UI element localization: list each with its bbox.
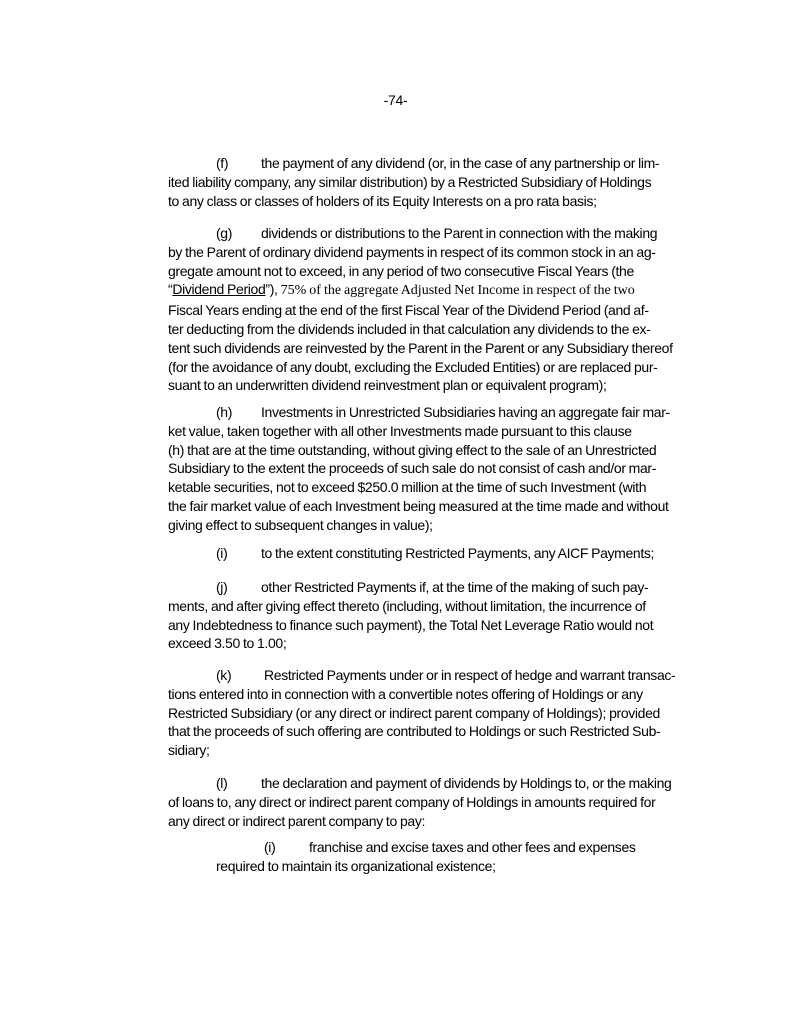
clause-label: (j): [216, 579, 228, 595]
page-number: -74-: [383, 92, 408, 108]
clause-label: (f): [216, 155, 229, 171]
clause-label: (i): [216, 545, 228, 561]
clause-h: (h) Investments in Unrestricted Subsidiaries having an aggregate fair mar- ket value, taken together with all other Investments made pursuant to this clause (h) that are at the time outstanding, without giving effect to the sale of an Unrestricted Subsidiary to the extent the proceeds of such sale do not consist of cash and/or mar- ketable securities, not to exceed $250.0 million at the time of such Investment (with the fair market value of each Investment being measured at the time made and without giving effect to subsequent changes in value);: [168, 404, 670, 533]
clause-i: (i) to the extent constituting Restricted Payments, any AICF Payments;: [216, 545, 655, 561]
clause-l: (l) the declaration and payment of dividends by Holdings to, or the making of loans to, any direct or indirect parent company of Holdings in amounts required for any direct or indirect parent company to pay:: [168, 775, 672, 829]
clause-f: (f) the payment of any dividend (or, in the case of any partnership or lim- ited liability company, any similar distribution) by a Restricted Subsidiary of Holdings to any class or classes of holders of its Equity Interests on a pro rata basis;: [168, 155, 660, 209]
clause-label: (g): [216, 225, 233, 241]
clause-g: (g) dividends or distributions to the Parent in connection with the making by the Parent of ordinary dividend payments in respect of its common stock in an ag- gregate amount not to exceed, in any period of two consecutive Fiscal Years (the “Dividend Period”), 75% of the aggregate Adjusted Net Income in respect of the two Fiscal Years ending at the end of the first Fiscal Year of the Dividend Period (and af- ter deducting from the dividends included in that calculation any dividends to the ex- tent such dividends are reinvested by the Parent in the Parent or any Subsidiary thereof (for the avoidance of any doubt, excluding the Excluded Entities) or are replaced pur- suant to an underwritten dividend reinvestment plan or equivalent program);: [168, 225, 673, 394]
subclause-l-i: (i) franchise and excise taxes and other fees and expenses required to maintain its organizational existence;: [216, 839, 636, 874]
clause-label: (l): [216, 775, 228, 791]
clause-k: (k) Restricted Payments under or in respect of hedge and warrant transac- tions entered into in connection with a convertible notes offering of Holdings or any Restricted Subsidiary (or any direct or indirect parent company of Holdings); provided that the proceeds of such offering are contributed to Holdings or such Restricted Sub- sidiary;: [168, 667, 676, 759]
clause-label: (k): [216, 667, 232, 683]
defined-term-dividend-period: Dividend Period: [172, 281, 266, 298]
clause-j: (j) other Restricted Payments if, at the time of the making of such pay- ments, and after giving effect thereto (including, without limitation, the incurrence of any Indebtedness to finance such payment), the Total Net Leverage Ratio would not exceed 3.50 to 1.00;: [168, 579, 654, 652]
clause-label: (i): [264, 839, 276, 855]
clause-label: (h): [216, 404, 233, 420]
